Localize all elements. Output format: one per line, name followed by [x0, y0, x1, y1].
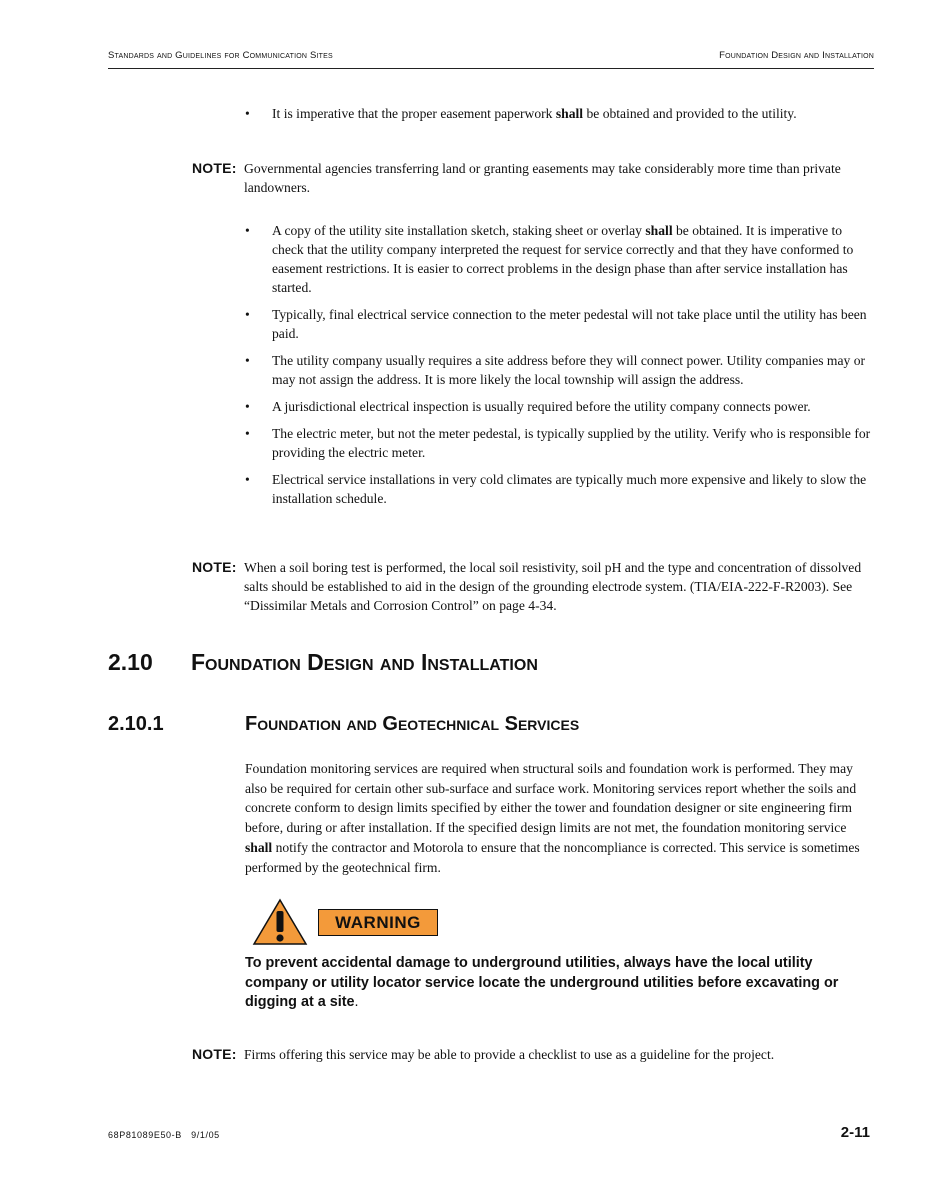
- subsection-title: Foundation and Geotechnical Services: [245, 713, 580, 735]
- warning-text: To prevent accidental damage to underground utilities, always have the local utility company or utility locator service locate the underground utilities before excavating or digging at a site.: [245, 955, 839, 1010]
- note-label: NOTE:: [192, 1046, 237, 1062]
- list-item: • Electrical service installations in very cold climates are typically much more expensive and likely to slow the installation schedule.: [245, 470, 875, 508]
- list-item: • The utility company usually requires a site address before they will connect power. Utility companies may or may not assign the address. It is more likely the local township will assign the address.: [245, 351, 875, 389]
- section-number: 2.10: [108, 649, 153, 675]
- header-right-title: Foundation Design and Installation: [719, 50, 874, 61]
- subsection-number: 2.10.1: [108, 713, 164, 735]
- page-header: [108, 48, 874, 69]
- note-soil-boring: [192, 558, 874, 613]
- warning-triangle-icon: [252, 898, 308, 946]
- list-item: • Typically, final electrical service connection to the meter pedestal will not take place until the utility has been paid.: [245, 305, 875, 343]
- note-governmental-agencies: [192, 159, 874, 195]
- section-heading: [108, 649, 538, 676]
- list-item: • A jurisdictional electrical inspection is usually required before the utility company connects power.: [245, 397, 875, 416]
- section-title: Foundation Design and Installation: [191, 649, 538, 675]
- foundation-paragraph: Foundation monitoring services are required when structural soils and foundation work is performed. They may also be required for certain other sub-surface and surface work. Monitoring services report whether the soils and concrete conform to design limits specified by either the tower and foundation designer or site engineering firm before, during or after installation. If the specified design limits are not met, the foundation monitoring service shall notify the contractor and Motorola to ensure that the noncompliance is corrected. This service is sometimes performed by the geotechnical firm.: [245, 761, 860, 875]
- footer-document-id: 68P81089E50-B 9/1/05: [108, 1130, 220, 1140]
- footer-page-number: 2-11: [840, 1124, 870, 1141]
- subsection-heading: [108, 713, 579, 736]
- note-text: When a soil boring test is performed, the local soil resistivity, soil pH and the type and concentration of dissolved salts should be established to aid in the design of the grounding electrode system. (TIA/EIA-222-F-R2003). See “Dissimilar Metals and Corrosion Control” on page 4-34.: [244, 560, 862, 613]
- list-item: • A copy of the utility site installation sketch, staking sheet or overlay shall be obtained. It is imperative to check that the utility company interpreted the request for service correctly and that they have conformed to easement restrictions. It is easier to correct problems in the design phase than after service installation has started.: [245, 221, 875, 297]
- note-label: NOTE:: [192, 160, 237, 176]
- note-checklist: [192, 1045, 874, 1064]
- list-item: • The electric meter, but not the meter pedestal, is typically supplied by the utility. Verify who is responsible for providing the electric meter.: [245, 424, 875, 462]
- note-text: Governmental agencies transferring land or granting easements may take considerably more time than private landowners.: [244, 161, 841, 195]
- list-item: • It is imperative that the proper easement paperwork shall be obtained and provided to the utility.: [245, 104, 875, 123]
- note-text: Firms offering this service may be able to provide a checklist to use as a guideline for the project.: [244, 1047, 775, 1062]
- bullet-list-utility: [245, 221, 875, 516]
- warning-badge: WARNING: [318, 909, 438, 936]
- bullet-list-top: [245, 104, 875, 131]
- note-label: NOTE:: [192, 559, 237, 575]
- header-left-title: Standards and Guidelines for Communication Sites: [108, 50, 333, 61]
